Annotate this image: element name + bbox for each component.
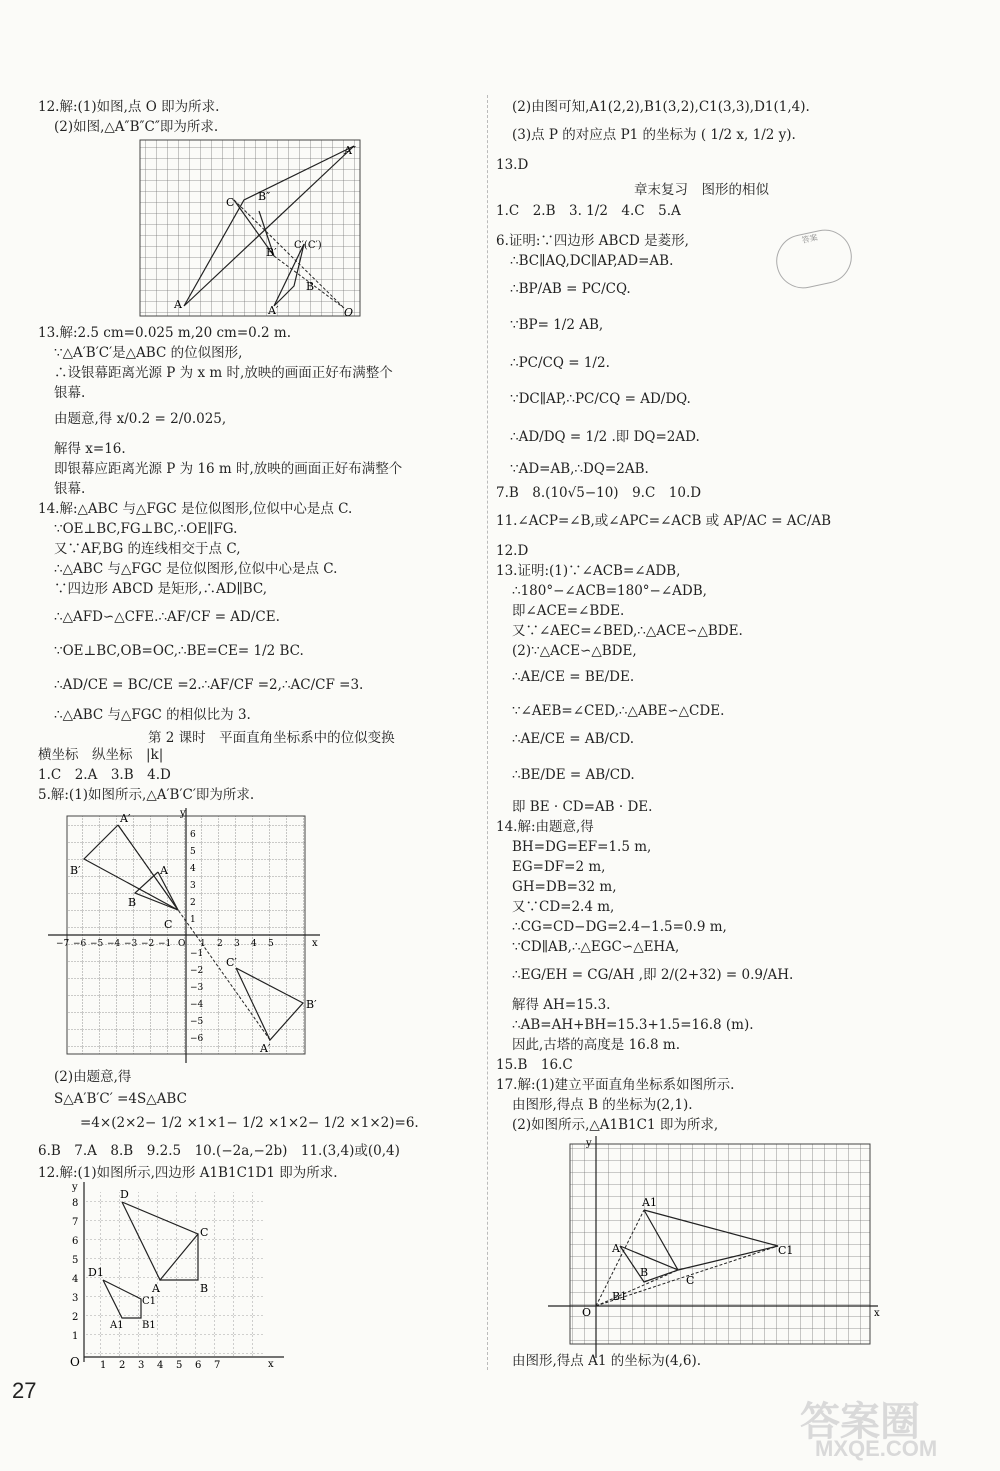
text-line: ∴△ABC 与△FGC 的相似比为 3. (54, 707, 251, 723)
text-line: ∴AD/CE = BC/CE =2.∴AF/CF =2,∴AC/CF =3. (54, 677, 364, 693)
svg-text:6: 6 (195, 1360, 202, 1371)
y-ticks (72, 1198, 78, 1342)
svg-text:−6: −6 (73, 939, 87, 949)
text-line: 由图形,得点 B 的坐标为(2,1). (512, 1097, 693, 1113)
svg-text:2: 2 (72, 1312, 79, 1323)
svg-text:8: 8 (72, 1198, 79, 1209)
text-line: ∴EG/EH = CG/AH ,即 2/(2+32) = 0.9/AH. (512, 967, 794, 983)
lesson-title: 第 2 课时 平面直角坐标系中的位似变换 (148, 730, 395, 746)
text-line: 1.C 2.B 3. 1/2 4.C 5.A (496, 203, 681, 219)
text-line: ∴AB=AH+BH=15.3+1.5=16.8 (m). (512, 1017, 754, 1033)
text-line: 12.解:(1)如图,点 O 即为所求. (38, 99, 220, 115)
text-line: ∴AE/CE = BE/DE. (512, 669, 635, 685)
svg-text:O: O (178, 939, 186, 949)
text-line: 13.D (496, 157, 529, 173)
svg-text:1: 1 (72, 1331, 79, 1342)
svg-text:5: 5 (176, 1360, 183, 1371)
label-A1: A′ (120, 812, 131, 825)
svg-text:3: 3 (190, 881, 196, 891)
text-line: 解得 x=16. (54, 441, 126, 457)
label-B: B (128, 896, 137, 909)
text-line: 13.解:2.5 cm=0.025 m,20 cm=0.2 m. (38, 325, 291, 341)
svg-text:2: 2 (190, 898, 196, 908)
text-line: 解得 AH=15.3. (512, 997, 611, 1013)
text-line: ∵DC∥AP,∴PC/CQ = AD/DQ. (510, 391, 691, 407)
column-divider (487, 95, 488, 1370)
label-B1b: B′ (306, 998, 317, 1011)
label-y: y (586, 1138, 592, 1149)
label-A2: A″ (344, 144, 357, 157)
label-C: C (226, 196, 235, 209)
label-C: C (686, 1274, 695, 1287)
svg-text:7: 7 (72, 1217, 79, 1228)
label-y: y (72, 1182, 78, 1193)
svg-text:2: 2 (119, 1360, 126, 1371)
svg-text:−2: −2 (141, 939, 155, 949)
svg-text:−1: −1 (158, 939, 172, 949)
svg-text:5: 5 (190, 847, 196, 857)
svg-text:−5: −5 (190, 1017, 204, 1027)
text-line: ∴BP/AB = PC/CQ. (510, 281, 631, 297)
text-line: ∵AD=AB,∴DQ=2AB. (510, 461, 649, 477)
svg-text:−4: −4 (190, 1000, 204, 1010)
text-line: ∵四边形 ABCD 是矩形,∴AD∥BC, (54, 581, 268, 597)
svg-text:4: 4 (157, 1360, 164, 1371)
svg-text:3: 3 (72, 1293, 79, 1304)
text-line: (2)∵△ACE∽△BDE, (512, 643, 637, 659)
label-B: B (640, 1266, 649, 1279)
text-line: ∴BC∥AQ,DC∥AP,AD=AB. (510, 253, 674, 269)
text-line: EG=DF=2 m, (512, 859, 606, 875)
svg-text:1: 1 (190, 915, 196, 925)
text-line: ∵△A′B′C′是△ABC 的位似图形, (54, 345, 243, 361)
text-line: =4×(2×2− 1/2 ×1×1− 1/2 ×1×2− 1/2 ×1×2)=6. (80, 1115, 419, 1131)
svg-text:−2: −2 (190, 966, 204, 976)
svg-text:3: 3 (234, 939, 240, 949)
svg-text:6: 6 (72, 1236, 79, 1247)
label-B1: B′ (266, 246, 277, 259)
svg-text:7: 7 (214, 1360, 221, 1371)
text-line: ∴BE/DE = AB/CD. (512, 767, 635, 783)
svg-text:−4: −4 (107, 939, 121, 949)
text-line: 12.解:(1)如图所示,四边形 A1B1C1D1 即为所求. (38, 1165, 338, 1181)
label-B: B (306, 280, 315, 293)
label-A: A (160, 864, 168, 877)
text-line: (3)点 P 的对应点 P1 的坐标为 ( 1/2 x, 1/2 y). (512, 127, 796, 143)
text-line: 6.证明:∵四边形 ABCD 是菱形, (496, 233, 689, 249)
label-x: x (268, 1359, 274, 1370)
text-line: 12.D (496, 543, 529, 559)
label-x: x (312, 938, 318, 949)
text-line: (2)由图可知,A1(2,2),B1(3,2),C1(3,3),D1(1,4). (512, 99, 810, 115)
text-line: GH=DB=32 m, (512, 879, 617, 895)
figure-1-grid (134, 136, 374, 321)
label-x: x (874, 1308, 880, 1319)
svg-text:2: 2 (217, 939, 223, 949)
svg-text:5: 5 (268, 939, 274, 949)
text-line: ∵CD∥AB,∴△EGC∽△EHA, (512, 939, 680, 955)
svg-text:1: 1 (200, 939, 206, 949)
label-A: A (174, 298, 182, 311)
text-line: 横坐标 纵坐标 |k| (38, 747, 164, 763)
text-line: ∵OE⊥BC,OB=OC,∴BE=CE= 1/2 BC. (54, 643, 304, 659)
label-D: D (120, 1188, 129, 1201)
label-B1: B1 (142, 1320, 156, 1331)
svg-text:4: 4 (190, 864, 196, 874)
svg-text:4: 4 (72, 1274, 79, 1285)
text-line: 由题意,得 x/0.2 = 2/0.025, (54, 411, 227, 427)
text-line: 17.解:(1)建立平面直角坐标系如图所示. (496, 1077, 735, 1093)
text-line: ∴△ABC 与△FGC 是位似图形,位似中心是点 C. (54, 561, 338, 577)
text-line: 13.证明:(1)∵∠ACB=∠ADB, (496, 563, 681, 579)
text-line: 又∵CD=2.4 m, (512, 899, 615, 915)
text-line: 银幕. (54, 385, 86, 401)
watermark-url: MXQE.COM (815, 1436, 938, 1461)
text-line: 1.C 2.A 3.B 4.D (38, 767, 171, 783)
label-A: A (612, 1242, 620, 1255)
svg-text:−5: −5 (90, 939, 104, 949)
figure-3-coordinate-grid (62, 1182, 292, 1372)
label-C1: C′ (226, 956, 237, 969)
text-line: ∵OE⊥BC,FG⊥BC,∴OE∥FG. (54, 521, 238, 537)
text-line: 因此,古塔的高度是 16.8 m. (512, 1037, 681, 1053)
figure-2-coordinate-grid (48, 808, 328, 1068)
watermark: 答案圈 (800, 1400, 920, 1444)
svg-text:−7: −7 (56, 939, 70, 949)
page-number: 27 (12, 1378, 37, 1403)
svg-text:−6: −6 (190, 1034, 204, 1044)
label-C1: C1 (142, 1296, 157, 1307)
label-y: y (180, 808, 186, 819)
text-line: (2)如图所示,△A1B1C1 即为所求, (512, 1117, 719, 1133)
label-O: O (70, 1355, 80, 1369)
label-A1: A1 (110, 1320, 124, 1331)
label-C1: C′(C′) (294, 240, 322, 251)
text-line: ∴设银幕距离光源 P 为 x m 时,放映的画面正好布满整个 (54, 365, 393, 381)
text-line: ∵BP= 1/2 AB, (510, 317, 604, 333)
svg-text:4: 4 (251, 939, 257, 949)
text-line: BH=DG=EF=1.5 m, (512, 839, 652, 855)
text-line: 11.∠ACP=∠B,或∠APC=∠ACB 或 AP/AC = AC/AB (496, 513, 832, 529)
label-A1b: A′ (260, 1042, 271, 1055)
svg-text:1: 1 (100, 1360, 107, 1371)
text-line: ∴CG=CD−DG=2.4−1.5=0.9 m, (512, 919, 727, 935)
text-line: 即∠ACE=∠BDE. (512, 603, 625, 619)
label-C: C (164, 918, 173, 931)
text-line: 由图形,得点 A1 的坐标为(4,6). (512, 1353, 702, 1369)
text-line: ∴180°−∠ACB=180°−∠ADB, (512, 583, 707, 599)
text-line: 7.B 8.(10√5−10) 9.C 10.D (496, 485, 702, 501)
label-A1: A1 (642, 1196, 657, 1209)
stamp-mark: 答案 (771, 225, 857, 294)
text-line: ∵∠AEB=∠CED,∴△ABE∽△CDE. (512, 703, 725, 719)
text-line: 又∵∠AEC=∠BED,∴△ACE∽△BDE. (512, 623, 743, 639)
text-line: 5.解:(1)如图所示,△A′B′C′即为所求. (38, 787, 255, 803)
review-title: 章末复习 图形的相似 (634, 182, 769, 198)
svg-text:−3: −3 (190, 983, 204, 993)
text-line: S△A′B′C′ =4S△ABC (54, 1091, 187, 1107)
text-line: 即 BE · CD=AB · DE. (512, 799, 653, 815)
figure-4-coordinate-grid (548, 1136, 888, 1361)
svg-text:5: 5 (72, 1255, 79, 1266)
label-A1: A′ (268, 304, 279, 317)
svg-text:6: 6 (190, 830, 196, 840)
label-B2: B″ (258, 190, 271, 203)
label-A: A (152, 1282, 160, 1295)
text-line: 6.B 7.A 8.B 9.2.5 10.(−2a,−2b) 11.(3,4)或(0,4) (38, 1143, 400, 1159)
text-line: 15.B 16.C (496, 1057, 573, 1073)
label-B1: B1 (612, 1290, 628, 1303)
text-line: 银幕. (54, 481, 86, 497)
svg-text:−1: −1 (190, 949, 204, 959)
text-line: 又∵AF,BG 的连线相交于点 C, (54, 541, 241, 557)
text-line: 14.解:由题意,得 (496, 819, 594, 835)
text-line: (2)如图,△A″B″C″即为所求. (54, 119, 219, 135)
label-B: B (200, 1282, 209, 1295)
label-D1: D1 (88, 1266, 104, 1279)
text-line: ∴AE/CE = AB/CD. (512, 731, 635, 747)
label-O: O (344, 306, 354, 319)
text-line: 14.解:△ABC 与△FGC 是位似图形,位似中心是点 C. (38, 501, 353, 517)
text-line: ∴PC/CQ = 1/2. (510, 355, 610, 371)
text-line: (2)由题意,得 (54, 1069, 132, 1085)
x-ticks (100, 1360, 220, 1371)
label-O: O (582, 1306, 592, 1319)
label-C1: C1 (778, 1244, 794, 1257)
text-line: ∴△AFD∽△CFE.∴AF/CF = AD/CE. (54, 609, 280, 625)
label-C: C (200, 1226, 209, 1239)
text-line: ∴AD/DQ = 1/2 .即 DQ=2AD. (510, 429, 700, 445)
svg-text:3: 3 (138, 1360, 145, 1371)
svg-text:−3: −3 (124, 939, 138, 949)
label-B1: B′ (70, 864, 81, 877)
text-line: 即银幕应距离光源 P 为 16 m 时,放映的画面正好布满整个 (54, 461, 403, 477)
